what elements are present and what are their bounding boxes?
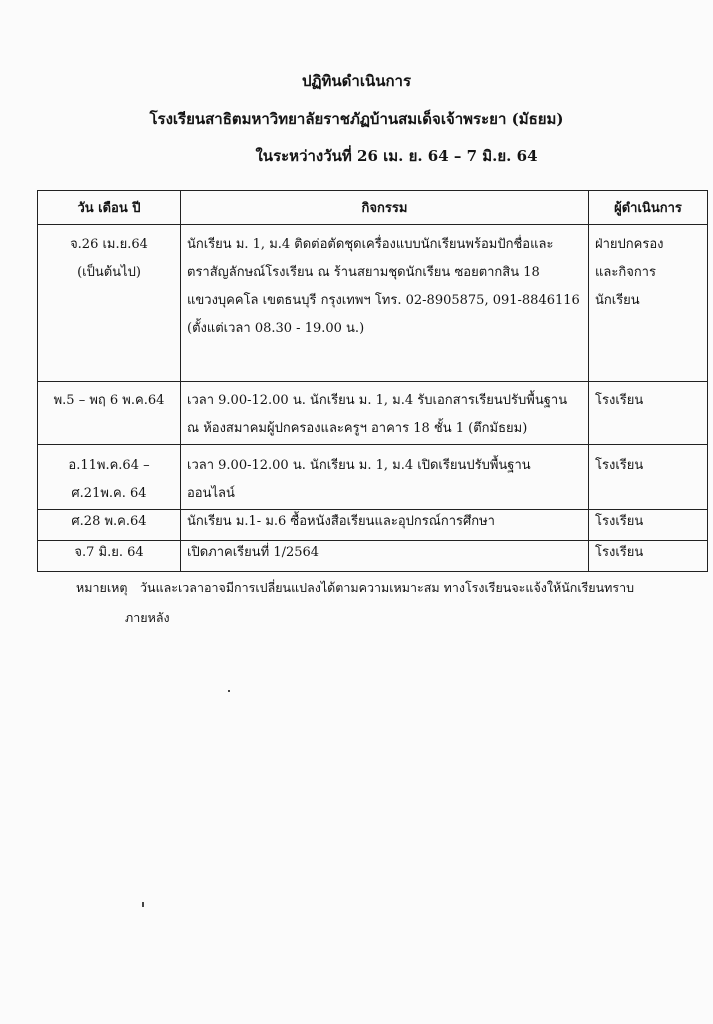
activity-cell xyxy=(181,445,589,510)
date-cell: ศ.28 พ.ค.64 xyxy=(38,510,181,541)
column-header-responsible: ผู้ดำเนินการ xyxy=(589,191,708,225)
responsible-line: ฝ่ายปกครอง xyxy=(595,237,664,252)
footnote-label: หมายเหตุ xyxy=(76,580,128,595)
date-line: จ.26 เม.ย.64 xyxy=(70,237,148,252)
date-range: ในระหว่างวันที่ 26 เม. ย. 64 – 7 มิ.ย. 64 xyxy=(255,147,538,165)
date-cell xyxy=(38,382,181,445)
table-row xyxy=(38,541,708,572)
activity-line: เวลา 9.00-12.00 น. นักเรียน ม. 1, ม.4 รับเอกสารเรียนปรับพื้นฐาน xyxy=(187,393,568,408)
responsible-cell xyxy=(589,382,708,445)
footnote xyxy=(76,573,634,633)
responsible-cell: โรงเรียน xyxy=(589,510,708,541)
activity-line: เวลา 9.00-12.00 น. นักเรียน ม. 1, ม.4 เปิดเรียนปรับพื้นฐาน xyxy=(187,458,531,473)
responsible-cell xyxy=(589,445,708,510)
activity-cell: นักเรียน ม.1- ม.6 ซื้อหนังสือเรียนและอุปกรณ์การศึกษา xyxy=(181,510,589,541)
activity-cell xyxy=(181,382,589,445)
responsible-line: และกิจการ xyxy=(595,265,656,280)
activity-line: ออนไลน์ xyxy=(187,486,235,501)
table-row xyxy=(38,445,708,510)
column-header-activity: กิจกรรม xyxy=(181,191,589,225)
activity-line: (ตั้งแต่เวลา 08.30 - 19.00 น.) xyxy=(187,321,365,336)
table-header-row xyxy=(38,191,708,225)
date-cell xyxy=(38,445,181,510)
activity-line: ตราสัญลักษณ์โรงเรียน ณ ร้านสยามชุดนักเรียน ซอยตากสิน 18 xyxy=(187,265,540,280)
responsible-line: โรงเรียน xyxy=(595,393,644,408)
date-line: อ.11พ.ค.64 – xyxy=(68,458,150,473)
activity-line: แขวงบุคคโล เขตธนบุรี กรุงเทพฯ โทร. 02-8905875, 091-8846116 xyxy=(187,293,580,308)
activity-cell xyxy=(181,225,589,382)
date-line: ศ.21พ.ค. 64 xyxy=(71,486,147,501)
activity-cell: เปิดภาคเรียนที่ 1/2564 xyxy=(181,541,589,572)
footnote-text: วันและเวลาอาจมีการเปลี่ยนแปลงได้ตามความเหมาะสม ทางโรงเรียนจะแจ้งให้นักเรียนทราบ xyxy=(140,580,635,595)
schedule-table xyxy=(37,190,708,572)
scan-speck xyxy=(228,690,230,692)
date-line: พ.5 – พฤ 6 พ.ค.64 xyxy=(53,393,165,408)
responsible-cell: โรงเรียน xyxy=(589,541,708,572)
date-cell: จ.7 มิ.ย. 64 xyxy=(38,541,181,572)
activity-line: นักเรียน ม. 1, ม.4 ติดต่อตัดชุดเครื่องแบบนักเรียนพร้อมปักชื่อและ xyxy=(187,237,554,252)
activity-line: ณ ห้องสมาคมผู้ปกครองและครูฯ อาคาร 18 ชั้น 1 (ตึกมัธยม) xyxy=(187,421,528,436)
responsible-line: นักเรียน xyxy=(595,293,640,308)
date-cell xyxy=(38,225,181,382)
responsible-line: โรงเรียน xyxy=(595,458,644,473)
table-row xyxy=(38,225,708,382)
date-line: (เป็นต้นไป) xyxy=(77,265,141,280)
table-row xyxy=(38,510,708,541)
responsible-cell xyxy=(589,225,708,382)
table-row xyxy=(38,382,708,445)
school-name: โรงเรียนสาธิตมหาวิทยาลัยราชภัฏบ้านสมเด็จเจ้าพระยา (มัธยม) xyxy=(149,110,564,128)
column-header-date: วัน เดือน ปี xyxy=(38,191,181,225)
scan-speck xyxy=(142,902,144,907)
footnote-continuation: ภายหลัง xyxy=(125,610,170,625)
document-title: ปฏิทินดำเนินการ xyxy=(301,72,412,90)
